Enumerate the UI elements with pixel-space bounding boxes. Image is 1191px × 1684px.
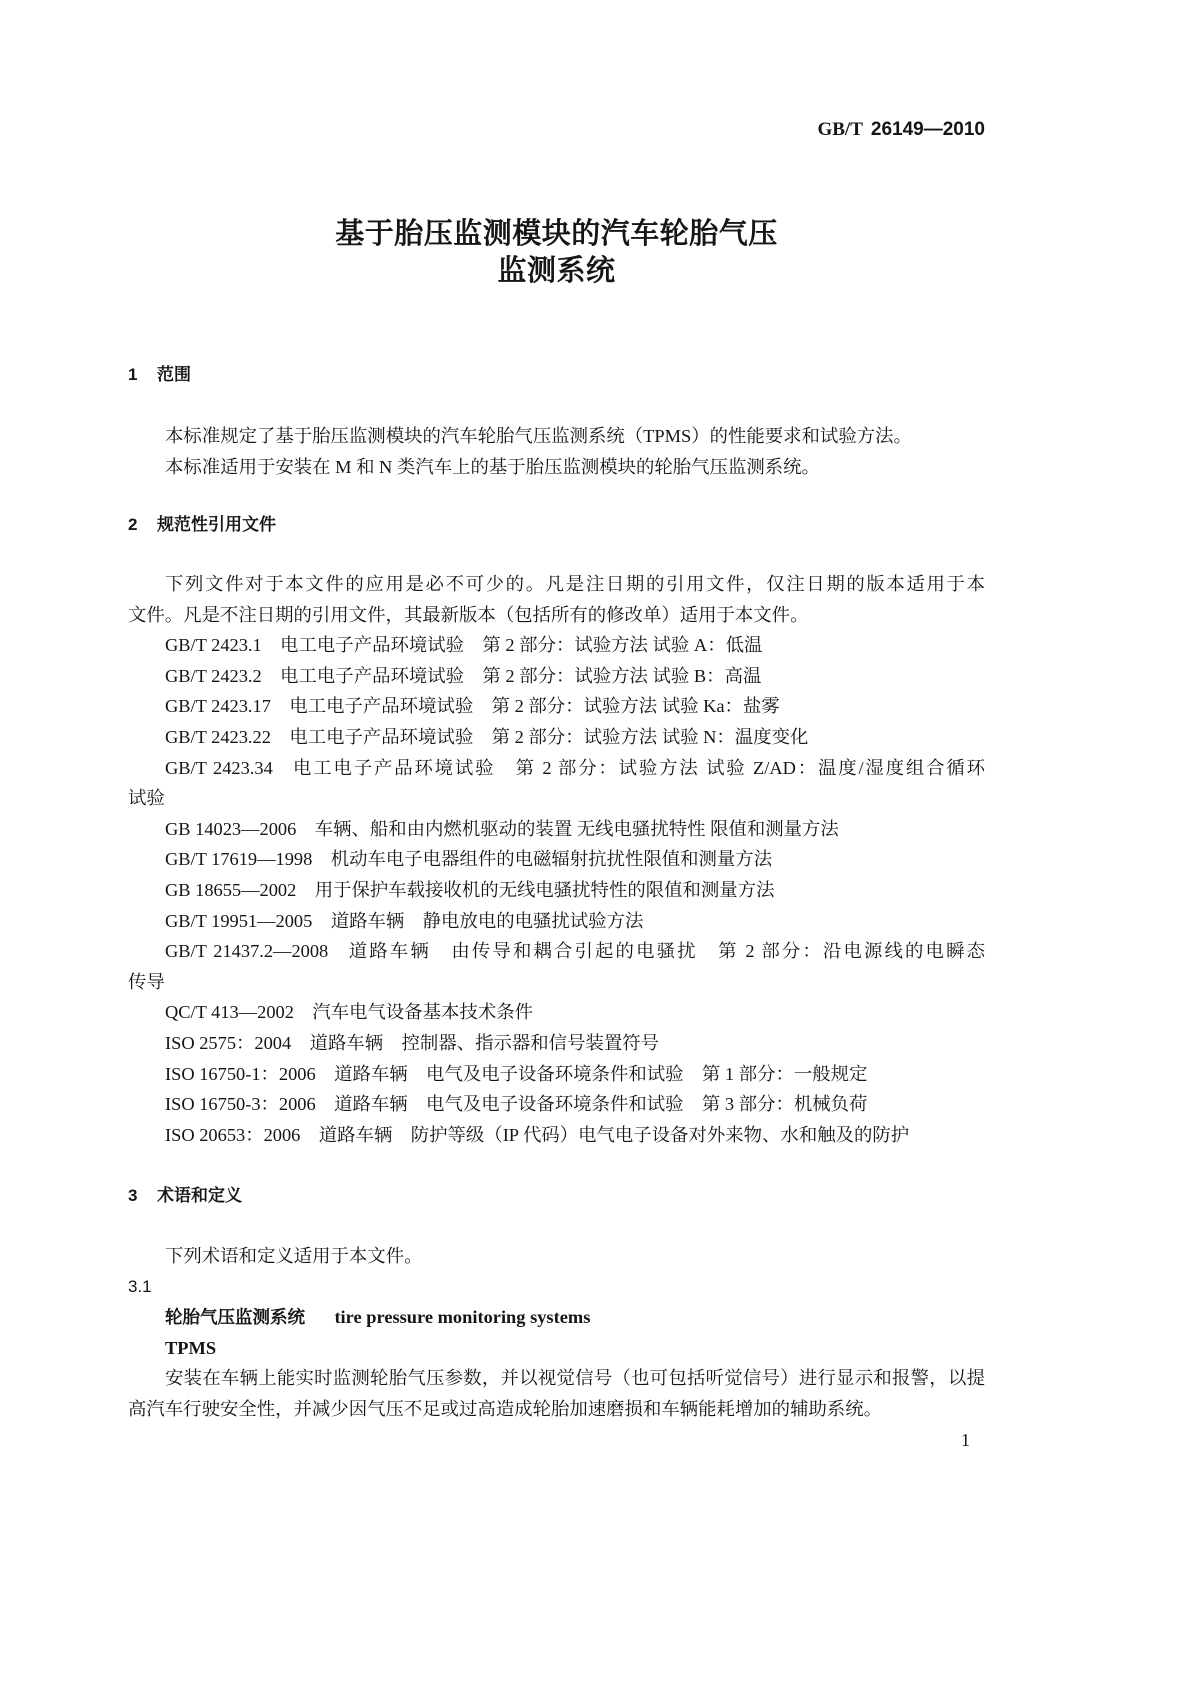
- title-line-2: 监测系统: [497, 255, 616, 287]
- section-1-heading: [128, 360, 191, 390]
- reference-entry: [128, 814, 985, 845]
- reference-code: ISO 2575：2004: [165, 1032, 292, 1053]
- reference-title: 道路车辆 防护等级（IP 代码）电气电子设备对外来物、水和触及的防护: [318, 1124, 910, 1145]
- section-2-heading: [128, 510, 276, 540]
- section-2-body: [128, 569, 985, 1150]
- section-1-body: [128, 421, 985, 482]
- reference-code: GB/T 21437.2—2008: [165, 941, 329, 962]
- reference-title: 电工电子产品环境试验 第 2 部分：试验方法 试验 B：高温: [280, 665, 762, 686]
- intro-line: 文件。凡是不注日期的引用文件，其最新版本（包括所有的修改单）适用于本文件。: [128, 604, 809, 625]
- section-title: 术语和定义: [157, 1186, 242, 1205]
- term-definition-line: 安装在车辆上能实时监测轮胎气压参数，并以视觉信号（也可包括听觉信号）进行显示和报警，以提: [165, 1368, 985, 1389]
- title-line-1: 基于胎压监测模块的汽车轮胎气压: [335, 218, 778, 250]
- reference-title: 道路车辆 控制器、指示器和信号装置符号: [309, 1032, 660, 1053]
- reference-entry: [128, 722, 985, 753]
- reference-code: GB/T 2423.22: [165, 726, 271, 747]
- reference-title: 电工电子产品环境试验 第 2 部分：试验方法 试验 N：温度变化: [289, 726, 809, 747]
- reference-entry: [128, 906, 985, 937]
- reference-entry: [128, 753, 985, 784]
- reference-entry: [128, 691, 985, 722]
- reference-title: 电工电子产品环境试验 第 2 部分：试验方法 试验 Z/AD：温度/湿度组合循环: [291, 757, 985, 778]
- standard-prefix: GB/T: [817, 119, 863, 140]
- reference-title: 道路车辆 静电放电的电骚扰试验方法: [330, 910, 644, 931]
- section-number: 2: [128, 515, 138, 534]
- reference-title: 汽车电气设备基本技术条件: [312, 1002, 534, 1023]
- standard-code: 26149—2010: [870, 119, 985, 140]
- reference-entry: [128, 875, 985, 906]
- term-definition-line: 高汽车行驶安全性，并减少因气压不足或过高造成轮胎加速磨损和车辆能耗增加的辅助系统。: [128, 1398, 883, 1419]
- section-3-heading: [128, 1181, 242, 1211]
- reference-code: ISO 16750-1：2006: [165, 1063, 316, 1084]
- section-3-body: [128, 1241, 985, 1425]
- document-title: [128, 216, 985, 290]
- reference-entry: [128, 1120, 985, 1151]
- reference-code: GB/T 2423.17: [165, 696, 271, 717]
- term-abbreviation: TPMS: [165, 1337, 217, 1358]
- paragraph: 本标准适用于安装在 M 和 N 类汽车上的基于胎压监测模块的轮胎气压监测系统。: [165, 456, 820, 477]
- reference-entry-continuation: 传导: [128, 971, 165, 992]
- reference-title: 道路车辆 电气及电子设备环境条件和试验 第 1 部分：一般规定: [334, 1063, 868, 1084]
- reference-code: GB/T 2423.34: [165, 757, 273, 778]
- reference-entry: [128, 1059, 985, 1090]
- reference-code: GB/T 17619—1998: [165, 849, 313, 870]
- term-number: 3.1: [128, 1276, 152, 1296]
- paragraph: 下列术语和定义适用于本文件。: [165, 1246, 423, 1266]
- term-heading: [128, 1302, 985, 1333]
- reference-code: ISO 20653：2006: [165, 1124, 301, 1145]
- reference-title: 电工电子产品环境试验 第 2 部分：试验方法 试验 Ka：盐雾: [289, 696, 780, 717]
- section-title: 规范性引用文件: [157, 515, 276, 534]
- term-chinese: 轮胎气压监测系统: [165, 1307, 305, 1328]
- reference-code: GB 18655—2002: [165, 879, 297, 900]
- reference-title: 机动车电子电器组件的电磁辐射抗扰性限值和测量方法: [330, 849, 773, 870]
- reference-code: GB 14023—2006: [165, 818, 297, 839]
- page-number: 1: [961, 1430, 970, 1450]
- reference-title: 道路车辆 由传导和耦合引起的电骚扰 第 2 部分：沿电源线的电瞬态: [346, 941, 985, 962]
- reference-entry: [128, 661, 985, 692]
- reference-entry-continuation: 试验: [128, 788, 165, 809]
- reference-code: QC/T 413—2002: [165, 1002, 294, 1023]
- reference-entry: [128, 630, 985, 661]
- reference-title: 用于保护车载接收机的无线电骚扰特性的限值和测量方法: [314, 879, 775, 900]
- reference-entry: [128, 1028, 985, 1059]
- reference-title: 道路车辆 电气及电子设备环境条件和试验 第 3 部分：机械负荷: [334, 1094, 868, 1115]
- reference-code: GB/T 2423.2: [165, 665, 262, 686]
- reference-entry: [128, 997, 985, 1028]
- reference-title: 车辆、船和由内燃机驱动的装置 无线电骚扰特性 限值和测量方法: [314, 818, 839, 839]
- reference-code: ISO 16750-3：2006: [165, 1094, 316, 1115]
- reference-code: GB/T 19951—2005: [165, 910, 313, 931]
- reference-entry: [128, 1089, 985, 1120]
- reference-code: GB/T 2423.1: [165, 635, 262, 656]
- standard-number: [817, 117, 985, 143]
- intro-line: 下列文件对于本文件的应用是必不可少的。凡是注日期的引用文件，仅注日期的版本适用于本: [165, 574, 985, 594]
- section-number: 1: [128, 365, 138, 384]
- term-english: tire pressure monitoring systems: [334, 1307, 591, 1328]
- paragraph: 本标准规定了基于胎压监测模块的汽车轮胎气压监测系统（TPMS）的性能要求和试验方法。: [165, 426, 912, 446]
- reference-title: 电工电子产品环境试验 第 2 部分：试验方法 试验 A：低温: [280, 635, 763, 656]
- reference-entry: [128, 936, 985, 967]
- section-number: 3: [128, 1186, 138, 1205]
- section-title: 范围: [157, 365, 191, 384]
- reference-entry: [128, 844, 985, 875]
